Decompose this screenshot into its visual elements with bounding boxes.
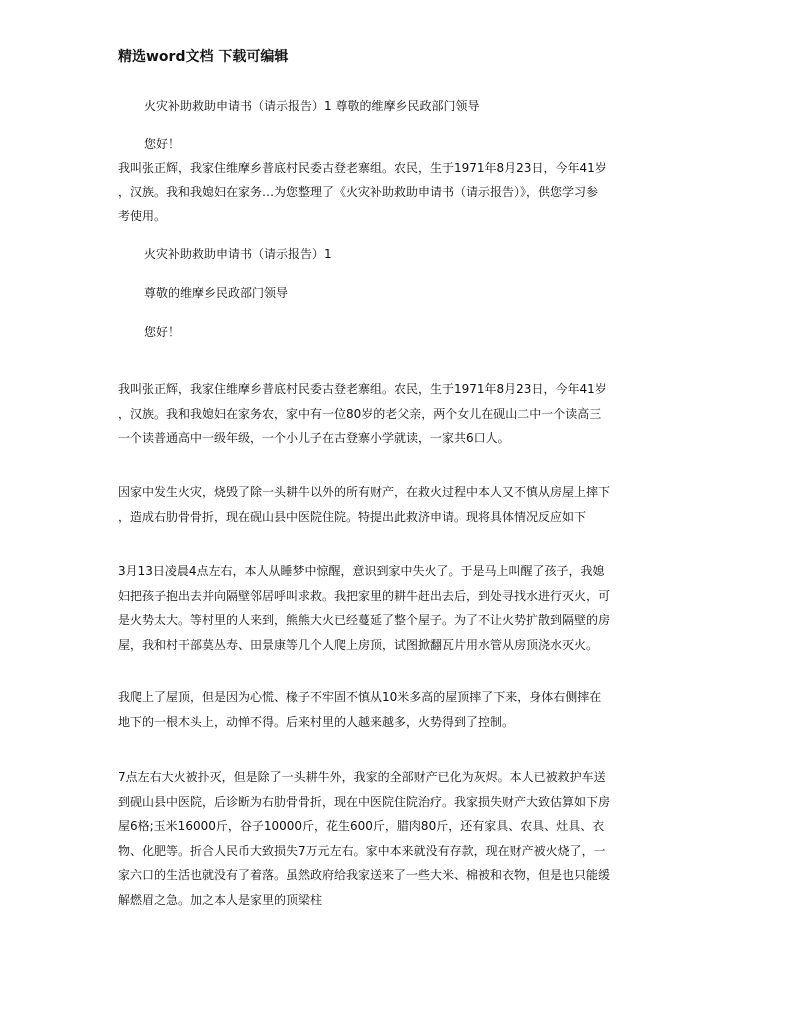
paragraph-line: 我爬上了屋顶，但是因为心慌、椽子不牢固不慎从10米多高的屋顶摔了下来，身体右侧摔在 [118, 690, 602, 704]
paragraph-family-info [118, 377, 680, 451]
paragraph-line: 地下的一根木头上，动惮不得。后来村里的人越来越多，火势得到了控制。 [118, 714, 515, 729]
letter-recipient: 尊敬的维摩乡民政部门领导 [144, 286, 289, 300]
letter-greeting: 您好！ [144, 325, 181, 339]
paragraph-fire-summary [118, 480, 680, 529]
intro-title-line: 火灾补助救助申请书（请示报告）1 尊敬的维摩乡民政部门领导 [144, 99, 480, 113]
paragraph-line: ，汉族。我和我媳妇在家务农，家中有一位80岁的老父亲，两个女儿在砚山二中一个读高三 [118, 406, 602, 421]
paragraph-line: 一个读普通高中一级年级，一个小儿子在古登寨小学就读，一家共6口人。 [118, 431, 510, 445]
paragraph-line: 是火势太大。等村里的人来到，熊熊大火已经蔓延了整个屋子。为了不让火势扩散到隔壁的房 [118, 613, 611, 627]
paragraph-line: 7点左右大火被扑灭，但是除了一头耕牛外，我家的全部财产已化为灰烬。本人已被救护车送 [118, 770, 606, 784]
intro-line-3: 考使用。 [118, 209, 167, 223]
paragraph-line: 妇把孩子抱出去并向隔壁邻居呼叫求救。我把家里的耕牛赶出去后，到处寻找水进行灭火，可 [118, 588, 611, 603]
paragraph-line: 到砚山县中医院，后诊断为右肋骨骨折，现在中医院住院治疗。我家损失财产大致估算如下房 [118, 794, 611, 809]
paragraph-line: 我叫张正辉，我家住维摩乡普底村民委古登老寨组。农民，生于1971年8月23日，今年41岁 [118, 382, 607, 396]
page-header-title: 精选word文档 下载可编辑 [118, 49, 289, 65]
paragraph-losses [118, 765, 680, 912]
paragraph-line: ，造成右肋骨骨折，现在砚山县中医院住院。特提出此救济申请。现将具体情况反应如下 [118, 509, 587, 524]
intro-line-1: 我叫张正辉，我家住维摩乡普底村民委古登老寨组。农民，生于1971年8月23日，今年41岁 [118, 161, 607, 175]
paragraph-line: 因家中发生火灾，烧毁了除一头耕牛以外的所有财产，在救火过程中本人又不慎从房屋上摔下 [118, 485, 611, 499]
paragraph-line: 物、化肥等。折合人民币大致损失7万元左右。家中本来就没有存款，现在财产被火烧了，一 [118, 843, 606, 858]
paragraph-line: 家六口的生活也就没有了着落。虽然政府给我家送来了一些大米、棉被和衣物，但是也只能缓 [118, 868, 611, 882]
paragraph-line: 3月13日凌晨4点左右，本人从睡梦中惊醒，意识到家中失火了。于是马上叫醒了孩子，我媳 [118, 564, 605, 578]
paragraph-fire-details [118, 559, 680, 657]
intro-line-2: ，汉族。我和我媳妇在家务…为您整理了《火灾补助救助申请书（请示报告）》，供您学习参 [118, 185, 599, 199]
intro-greeting: 您好！ [144, 137, 181, 151]
letter-title: 火灾补助救助申请书（请示报告）1 [144, 247, 332, 261]
paragraph-line: 解燃眉之急。加之本人是家里的顶梁柱 [118, 892, 323, 907]
paragraph-line: 屋，我和村干部莫丛寿、田景康等几个人爬上房顶，试图掀翻瓦片用水管从房顶浇水灭火。 [118, 637, 599, 652]
paragraph-line: 屋6格;玉米16000斤，谷子10000斤，花生600斤，腊肉80斤，还有家具、农具、灶具、衣 [118, 819, 605, 833]
paragraph-injury [118, 685, 680, 734]
